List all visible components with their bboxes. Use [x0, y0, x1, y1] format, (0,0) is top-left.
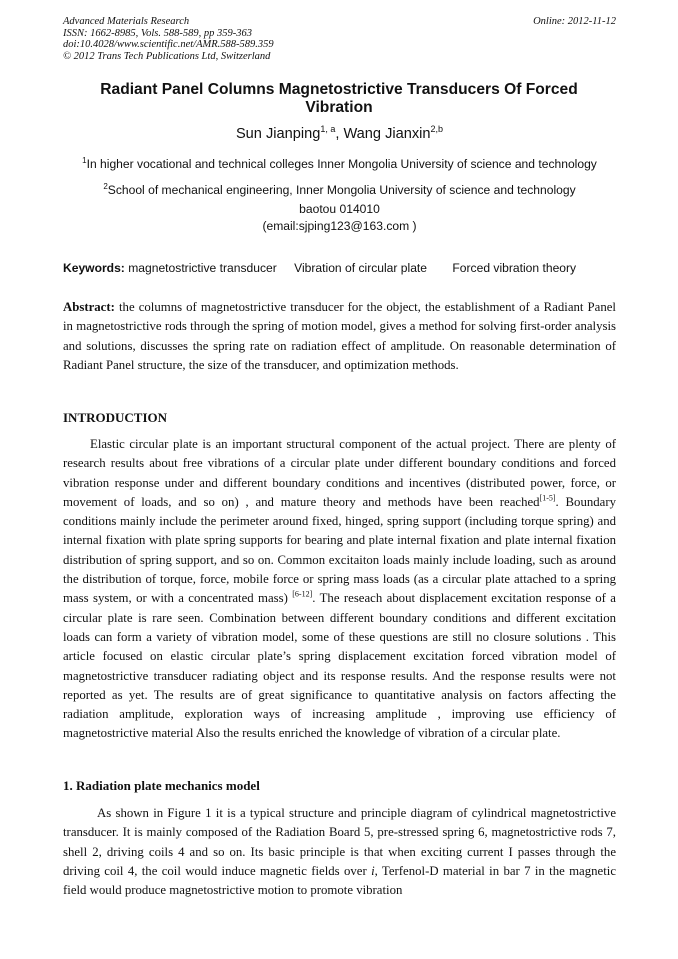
author-separator: , [335, 125, 344, 142]
keyword-2: Vibration of circular plate [294, 261, 428, 275]
journal-copyright: © 2012 Trans Tech Publications Ltd, Switzerland [63, 50, 271, 62]
introduction-text-3: . The reseach about displacement excitation response of a circular plate is rare seen. Combination between different boundary conditions and different excitation loads can form a variety of vibration model, some of these questions are still no closure solutions . This article focused on elastic circular plate’s spring displacement excitation forced vibration model of magnetostrictive transducer radiating object and its response results. And the response results were not reported as yet. The results are of great significance to quantitative analysis on factors affecting the radiation amplitude, exploration ways of increasing amplitude , improving use efficiency of magnetostrictive material Also the results enriched the knowledge of vibration of a circular plate. [63, 591, 616, 741]
journal-doi: doi:10.4028/www.scientific.net/AMR.588-589.359 [63, 39, 274, 51]
citation-6-12: [6-12] [292, 590, 313, 600]
author-2: Wang Jianxin [343, 125, 431, 142]
journal-issn: ISSN: 1662-8985, Vols. 588-589, pp 359-363 [63, 27, 252, 39]
affiliation-1-mark: 1 [82, 156, 87, 165]
journal-name: Advanced Materials Research [63, 16, 190, 27]
author-1: Sun Jianping [235, 125, 321, 142]
abstract-paragraph [63, 298, 616, 375]
introduction-text-2: . Boundary conditions mainly include the perimeter around fixed, hinged, spring support (including torque spring) and internal fixation with plate spring supports for bearing and plate internal fixation and plate internal fixation distribution of spring support, and so on. Common excitaiton loads mainly include loading, such as around the distribution of torque, force, mobile force or spring mass loads (as a circular plate attached to a spring mass system, or with a concentrated mass) [63, 494, 616, 606]
section-1-text-1: As shown in Figure 1 it is a typical structure and principle diagram of cylindrical magnetostrictive transducer. It is mainly composed of the Radiation Board 5, pre-stressed spring 6, magnetostrictive rods 7, shell 2, driving coils 4 and so on. Its basic principle is that when exciting current I passes through the driving coil 4, the coil would induce magnetic fields over [63, 806, 616, 878]
affiliation-1-text: In higher vocational and technical colleges Inner Mongolia University of science and technology [86, 157, 597, 172]
keyword-1: magnetostrictive transducer [128, 261, 277, 275]
affiliation-1 [63, 151, 616, 174]
introduction-heading: INTRODUCTION [63, 410, 168, 425]
abstract-text: the columns of magnetostrictive transducer for the object, the establishment of a Radiant Panel in magnetostrictive rods through the spring of motion model, gives a method for solving first-order analysis and solutions, discusses the spring rate on radiation effect of amplitude. On reasonable determination of Radiant Panel structure, the size of the transducer, and optimization methods. [63, 300, 616, 372]
author-2-affiliation-mark: 2,b [430, 124, 444, 134]
section-1-paragraph [63, 804, 616, 900]
section-1-variable-i: i [371, 863, 375, 878]
online-date: Online: 2012-11-12 [533, 16, 616, 27]
keywords-line [63, 261, 623, 275]
introduction-text-1: Elastic circular plate is an important structural component of the actual project. There are plenty of research results about free vibrations of a circular plate under different boundary conditions and forced vibration response under and different boundary conditions and incentives (distributed power, force, or movement of loads, and so on) , and mature theory and methods have been reached [63, 437, 616, 509]
section-1-heading: 1. Radiation plate mechanics model [63, 778, 260, 793]
keyword-3: Forced vibration theory [452, 261, 577, 275]
journal-header [63, 16, 616, 62]
section-1-text-2: , Terfenol-D material in bar 7 in the magnetic field would produce magnetostrictive motion to promote vibration [63, 863, 616, 898]
affiliation-2-mark: 2 [103, 182, 108, 191]
author-line [63, 124, 616, 142]
affiliation-2-city: baotou 014010 [299, 202, 380, 217]
contact-email: (email:sjping123@163.com ) [262, 219, 417, 233]
author-1-affiliation-mark: 1, a [320, 124, 336, 134]
affiliation-2 [63, 177, 616, 219]
citation-1-5: [1-5] [539, 493, 556, 503]
paper-title: Radiant Panel Columns Magnetostrictive Transducers Of Forced Vibration [100, 81, 578, 116]
abstract-label: Abstract: [63, 300, 115, 314]
keywords-label: Keywords: [63, 261, 125, 275]
affiliation-2-text: School of mechanical engineering, Inner Mongolia University of science and technology [107, 183, 576, 198]
introduction-paragraph [63, 435, 616, 744]
